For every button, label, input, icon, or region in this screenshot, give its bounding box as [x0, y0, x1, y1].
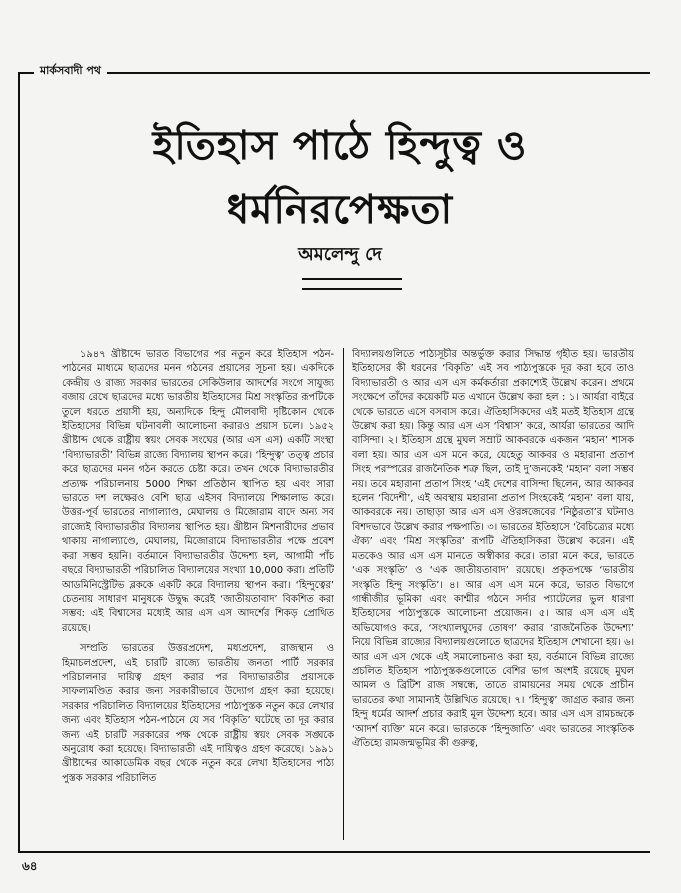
- running-head: মার্কসবাদী পথ: [34, 62, 107, 81]
- frame-left-border: [18, 72, 20, 852]
- page-number: ৬৪: [22, 859, 38, 873]
- author-rule-lower: [302, 288, 402, 290]
- body-column-left: [62, 348, 334, 840]
- author-rule-upper: [302, 278, 402, 280]
- author-name: অমলেন্দু দে: [298, 244, 382, 265]
- body-column-right: [352, 348, 634, 840]
- article-title-line-1: ইতিহাস পাঠে হিন্দুত্ব ও: [152, 122, 528, 169]
- paragraph: সম্প্রতি ভারতের উত্তরপ্রদেশ, মধ্যপ্রদেশ, রাজস্থান ও হিমাচলপ্রদেশ, এই চারটি রাজ্যে ভারতীয় জনতা পার্টি সরকার পরিচালনার দায়িত্ব গ্রহণ করার পর বিদ্যাভারতীর প্রয়াসকে সাফল্যমণ্ডিত করার জন্য সরকারীভাবে উদ্যোগ গ্রহণ করা হয়েছে। সরকার পরিচালিত বিদ্যালয়ের ইতিহাসের পাঠ্যপুস্তক নতুন করে লেখার জন্য এবং ইতিহাস পঠন-পাঠনে যে সব ‘বিকৃতি’ ঘটেছে তা দূর করার জন্য এই চারটি সরকারের পক্ষ থেকে রাষ্ট্রীয় স্বয়ং সেবক সঙ্ঘকে অনুরোধ করা হয়েছে। বিদ্যাভারতী এই দায়িত্বও গ্রহণ করেছে। ১৯৯১ খ্রীষ্টাব্দের আকাডেমিক বছর থেকে নতুন করে লেখা ইতিহাসের পাঠ্য পুস্তক সরকার পরিচালিত: [62, 643, 334, 784]
- frame-bottom-border: [18, 851, 650, 853]
- frame-top-border: [18, 72, 650, 74]
- column-divider: [343, 348, 344, 840]
- paragraph: ১৯৪৭ খ্রীষ্টাব্দে ভারত বিভাগের পর নতুন করে ইতিহাস পঠন-পাঠনের মাধ্যমে ছাত্রদের মনন গঠনের প্রয়াসের সূচনা হয়। একদিকে কেন্দ্রীয় ও রাজ্য সরকার ভারতের সেকিউলার আদর্শের সংগে সাযুজ্য বজায় রেখে ছাত্রদের মধ্যে ভারতীয় ইতিহাসের মিশ্র সংস্কৃতির রূপটিকে তুলে ধরতে প্রয়াসী হয়, অন্যদিকে হিন্দু মৌলবাদী দৃষ্টিকোন থেকে ইতিহাসের বিভিন্ন ঘটনাবলী আলোচনা করারও প্রয়াস চলে। ১৯৫২ খ্রীষ্টাব্দ থেকে রাষ্ট্রীয় স্বয়ং সেবক সংঘের (আর এস এস) একটি সংস্থা ‘বিদ্যাভারতী’ বিভিন্ন রাজ্যে বিদ্যালয় স্থাপন করে। ‘হিন্দুত্ব’ তত্ত্ব প্রচার করে ছাত্রদের মনন গঠন করতে চেষ্টা করে। তখন থেকে বিদ্যাভারতীর প্রত্যক্ষ পরিচালনায় 5000 শিক্ষা প্রতিষ্ঠান স্থাপিত হয় এবং সারা ভারতে দশ লক্ষেরও বেশি ছাত্র এইসব বিদ্যালয়ে শিক্ষালাভ করে। উত্তর-পূর্ব ভারতের নাগাল্যাণ্ড, মেঘালয় ও মিজোরাম বাদে অন্য সব রাজ্যেই বিদ্যাভারতীর বিদ্যালয় স্থাপিত হয়। খ্রীষ্টান মিশনারীদের প্রভাব থাকায় নাগাল্যাণ্ডে, মেঘালয়, মিজোরামে বিদ্যাভারতীর পক্ষে প্রবেশ করা সম্ভব হয়নি। বর্তমানে বিদ্যাভারতীর উদ্দেশ্য হল, আগামী পাঁচ বছরে বিদ্যাভারতী পরিচালিত বিদ্যালয়ের সংখ্যা 10,000 করা। প্রতিটি আডমিনিস্ট্রেটিভ ব্লককে একটি করে বিদ্যালয় স্থাপন করা। ‘হিন্দুত্বের’ চেতনায় সাধারণ মানুষকে উদ্বুদ্ধ করেই ‘জাতীয়তাবাদ’ বিকশিত করা সম্ভব: এই বিশ্বাসের মধ্যেই আর এস এস আদর্শের শিকড় প্রোথিত রয়েছে।: [62, 349, 334, 634]
- article-title-line-2: ধর্মনিরপেক্ষতা: [226, 186, 454, 233]
- paragraph: বিদ্যালয়গুলিতে পাঠ্যসূচীর অন্তর্ভুক্ত করার সিদ্ধান্ত গৃহীত হয়। ভারতীয় ইতিহাসের কী ধরনের ‘বিকৃতি’ এই সব পাঠ্যপুস্তকে দূর করা হবে তাও বিদ্যাভারতী ও আর এস এস কর্মকর্তারা প্রকাশ্যেই উল্লেখ করেন। প্রথমে সংক্ষেপে তাঁদের কয়েকটি মত এখানে উল্লেখ করা হল : ১। আর্যরা বাইরে থেকে ভারতে এসে বসবাস করে। ঐতিহাসিকদের এই মতই ইতিহাস গ্রন্থে উল্লেখ করা হয়। কিন্তু আর এস এস ‘বিশ্বাস’ করে, আর্যরা ভারতের আদি বাসিন্দা। ২। ইতিহাস গ্রন্থে মুঘল সম্রাট আকবরকে একজন ‘মহান’ শাসক বলা হয়। আর এস এস মনে করে, যেহেতু আকবর ও মহারানা প্রতাপ সিংহ পরস্পরের রাজনৈতিক শত্রু ছিল, তাই দু’জনকেই ‘মহান’ বলা সম্ভব নয়। তবে মহারানা প্রতাপ সিংহ ‘এই দেশের বাসিন্দা ছিলেন, আর আকবর হলেন ‘বিদেশী’, এই অবস্থায় মহারানা প্রতাপ সিংহকেই ‘মহান’ বলা যায়, আকবরকে নয়। তাছাড়া আর এস এস ঔরঙ্গজেবের ‘নিষ্ঠুরতা’র ঘটনাও বিশদভাবে উল্লেখ করার পক্ষপাতি। ৩। ভারতের ইতিহাসে ‘বৈচিত্র্যের মধ্যে ঐক্য’ এবং ‘মিশ্র সংস্কৃতির’ রূপটি ঐতিহাসিকরা উল্লেখ করেন। এই মতকেও আর এস এস মানতে অস্বীকার করে। তারা মনে করে, ভারতে ‘এক সংস্কৃতি’ ও ‘এক জাতীয়তাবাদ’ রয়েছে। প্রকৃতপক্ষে ‘ভারতীয় সংস্কৃতি হিন্দু সংস্কৃতি’। ৪। আর এস এস মনে করে, ভারত বিভাগে গান্ধীজীর ভূমিকা এবং কাশ্মীর গঠনে সর্দার প্যাটেলের ভুল ধারণা ইতিহাসের পাঠ্যপুস্তকে আলোচনা প্রয়োজন। ৫। আর এস এস এই অভিযোগও করে, ‘সংখ্যালঘুদের তোষণ’ করার ‘রাজনৈতিক উদ্দেশ্য’ নিয়ে বিভিন্ন রাজ্যের বিদ্যালয়গুলোতে ছাত্রদের ইতিহাস শেখানো হয়। ৬। আর এস এস থেকে এই সমালোচনাও করা হয়, বর্তমানে বিভিন্ন রাজ্যে প্রচলিত ইতিহাস পাঠ্যপুস্তকগুলোতে বেশির ভাগ অংশই রয়েছে মুঘল আমল ও ব্রিটিশ রাজ সম্বন্ধে, তাতে রামায়নের সময় থেকে প্রাচীন ভারতের কথা সামান্যই উল্লিখিত রয়েছে। ৭। ‘হিন্দুত্ব’ জাগ্রত করার জন্য হিন্দু ধর্মের আদর্শ প্রচার করাই মূল উদ্দেশ্য হবে। আর এস এস রামচন্দ্রকে ‘আদর্শ ব্যক্তি’ মনে করে। ভারতকে ‘হিন্দুজাতি’ এবং ভারতের সাংস্কৃতিক ঐতিহ্যে রামজন্মভূমির কী গুরুত্ব,: [352, 349, 634, 749]
